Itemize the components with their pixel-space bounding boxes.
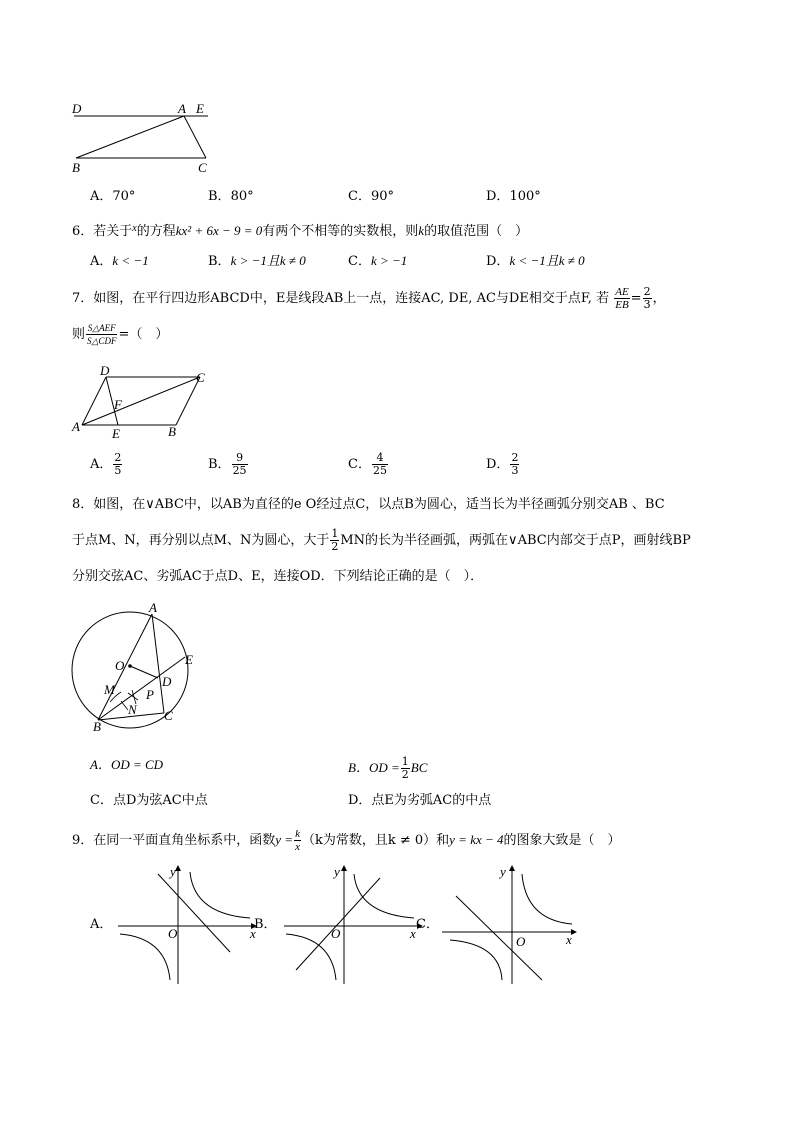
q8-label-d: D — [162, 674, 172, 689]
q9-c-origin: O — [516, 934, 526, 949]
q7-stem-line2: 则 $\frac{\text{S△AEF}}{\text{S△CDF}}$ =（ ） — [72, 323, 169, 346]
q5-option-c[interactable]: C．90° — [348, 189, 394, 204]
q5-option-a[interactable]: A．70° — [90, 189, 136, 204]
q6-option-a[interactable]: A．k < −1 — [90, 253, 149, 269]
q8-option-c[interactable]: C．点D为弦AC中点 — [90, 793, 208, 808]
q8-label-n: N — [128, 702, 137, 717]
q9-graph-b[interactable] — [276, 860, 426, 990]
q7-option-b[interactable]: B． $\frac{9}{25}$ — [208, 451, 247, 477]
q5-label-c: C — [198, 160, 207, 175]
q7-label-a: A — [72, 419, 80, 434]
q5-option-b[interactable]: B．80° — [208, 189, 254, 204]
q6-option-b[interactable]: B．k > −1且k ≠ 0 — [208, 253, 306, 269]
q9-b-origin: O — [331, 926, 341, 941]
q8-label-e: E — [185, 652, 193, 667]
q5-label-e: E — [196, 101, 204, 116]
q9-stem: 9．在同一平面直角坐标系中，函数y = $\frac{k}{x}$ （k为常数，且k ≠ 0）和y = kx − 4的图象大致是（ ） — [72, 828, 621, 853]
q8-option-d[interactable]: D．点E为劣弧AC的中点 — [348, 793, 492, 808]
q8-label-p: P — [146, 687, 154, 702]
q7-label-d: D — [100, 365, 110, 378]
q8-option-b[interactable]: B．OD = $\frac{1}{2}$ BC — [348, 755, 428, 781]
q5-label-a: A — [178, 101, 186, 116]
q7-option-d[interactable]: D． $\frac{2}{3}$ — [486, 451, 519, 477]
q8-label-o: O — [115, 658, 125, 673]
q8-label-a: A — [149, 600, 157, 615]
q7-option-a[interactable]: A． $\frac{2}{5}$ — [90, 451, 122, 477]
q8-stem-line3: 分别交弦AC、劣弧AC于点D、E，连接OD．下列结论正确的是（ ）． — [72, 569, 484, 584]
q9-option-c-label[interactable]: C． — [416, 917, 439, 932]
q9-b-x-label: x — [410, 926, 416, 941]
q8-label-c: C — [164, 708, 173, 723]
q8-label-b: B — [93, 719, 101, 734]
q6-option-d[interactable]: D．k < −1且k ≠ 0 — [486, 253, 585, 269]
q9-option-a-label[interactable]: A． — [90, 917, 113, 932]
q9-a-x-label: x — [250, 926, 256, 941]
q8-option-a[interactable]: A．OD = CD — [90, 757, 164, 772]
q9-graph-a[interactable] — [110, 860, 260, 990]
q9-c-y-label: y — [500, 864, 506, 879]
q5-figure — [68, 96, 218, 176]
q9-a-origin: O — [168, 926, 178, 941]
q8-stem-line2: 于点M、N，再分别以点M、N为圆心，大于 $\frac{1}{2}$ MN的长为半径画弧，两弧在∨ABC内部交于点P，画射线BP — [72, 527, 691, 553]
q7-label-f: F — [114, 397, 122, 412]
q7-stem-line1: 7．如图，在平行四边形ABCD中，E是线段AB上一点，连接AC, DE, AC与DE相交于点F, 若 $\frac{AE}{EB}$ = $\frac{2}{3}$ ， — [72, 285, 666, 311]
q9-graph-c[interactable] — [436, 860, 586, 990]
q5-option-d[interactable]: D．100° — [486, 189, 541, 204]
q8-label-m: M — [104, 682, 115, 697]
q9-a-y-label: y — [170, 864, 176, 879]
q9-c-x-label: x — [566, 932, 572, 947]
q8-figure — [66, 600, 206, 735]
q9-option-b-label[interactable]: B． — [254, 917, 277, 932]
q6-option-c[interactable]: C．k > −1 — [348, 253, 408, 269]
q8-stem-line1: 8．如图，在∨ABC中，以AB为直径的e O经过点C，以点B为圆心，适当长为半径画弧分别交AB 、BC — [72, 497, 665, 512]
q5-label-d: D — [72, 101, 82, 116]
q5-label-b: B — [72, 160, 80, 175]
q7-label-b: B — [168, 424, 176, 439]
q7-figure — [70, 365, 220, 440]
q6-stem: 6．若关于$^x$的方程kx² + 6x − 9 = 0有两个不相等的实数根，则k的取值范围（ ） — [72, 223, 529, 239]
q7-label-c: C — [196, 370, 205, 385]
q7-option-c[interactable]: C． $\frac{4}{25}$ — [348, 451, 387, 477]
q7-label-e: E — [112, 426, 120, 440]
q9-b-y-label: y — [334, 864, 340, 879]
